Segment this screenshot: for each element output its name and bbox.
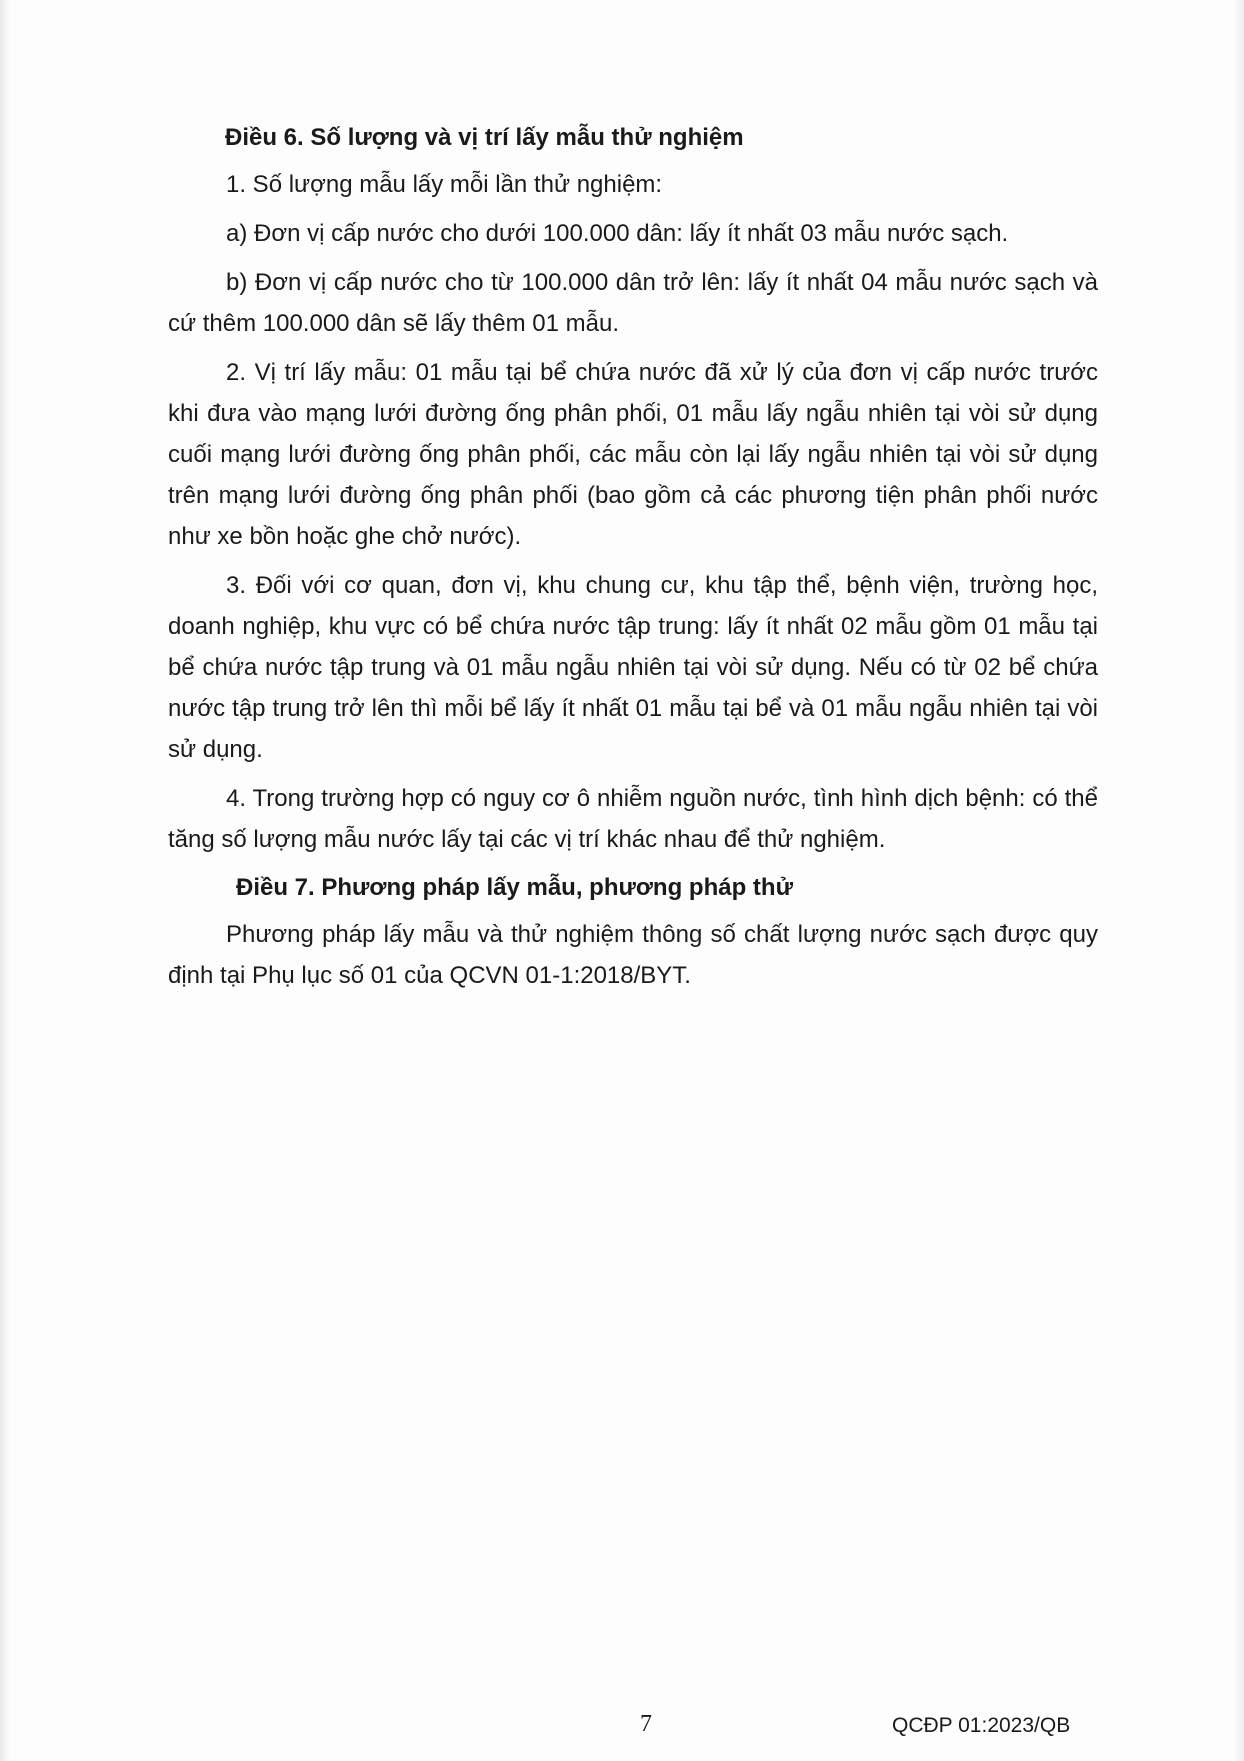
article-7-paragraph: Phương pháp lấy mẫu và thử nghiệm thông số chất lượng nước sạch được quy định tại Phụ lục số 01 của QCVN 01-1:2018/BYT. — [168, 921, 1098, 989]
article-6-item-1: 1. Số lượng mẫu lấy mỗi lần thử nghiệm: — [226, 171, 663, 198]
article-6-item-1b: b) Đơn vị cấp nước cho từ 100.000 dân trở lên: lấy ít nhất 04 mẫu nước sạch và cứ thêm 100.000 dân sẽ lấy thêm 01 mẫu. — [168, 269, 1098, 337]
scan-edge-right — [1234, 0, 1244, 1761]
article-6-item-3: 3. Đối với cơ quan, đơn vị, khu chung cư, khu tập thể, bệnh viện, trường học, doanh nghiệp, khu vực có bể chứa nước tập trung: lấy ít nhất 02 mẫu gồm 01 mẫu tại bể chứa nước tập trung và 01 mẫu ngẫu nhiên tại vòi sử dụng. Nếu có từ 02 bể chứa nước tập trung trở lên thì mỗi bể lấy ít nhất 01 mẫu tại bể và 01 mẫu ngẫu nhiên tại vòi sử dụng. — [168, 572, 1098, 763]
scan-edge-left — [0, 0, 10, 1761]
article-6-item-4: 4. Trong trường hợp có nguy cơ ô nhiễm nguồn nước, tình hình dịch bệnh: có thể tăng số lượng mẫu nước lấy tại các vị trí khác nhau để thử nghiệm. — [168, 785, 1098, 853]
page-number: 7 — [640, 1711, 652, 1737]
document-body — [168, 118, 1098, 1004]
article-6-title: Điều 6. Số lượng và vị trí lấy mẫu thử nghiệm — [225, 124, 744, 151]
article-7-title: Điều 7. Phương pháp lấy mẫu, phương pháp thử — [236, 874, 793, 901]
article-6-item-1a: a) Đơn vị cấp nước cho dưới 100.000 dân: lấy ít nhất 03 mẫu nước sạch. — [226, 220, 1009, 247]
document-code: QCĐP 01:2023/QB — [892, 1714, 1071, 1737]
article-6-item-2: 2. Vị trí lấy mẫu: 01 mẫu tại bể chứa nước đã xử lý của đơn vị cấp nước trước khi đưa vào mạng lưới đường ống phân phối, 01 mẫu lấy ngẫu nhiên tại vòi sử dụng cuối mạng lưới đường ống phân phối, các mẫu còn lại lấy ngẫu nhiên tại vòi sử dụng trên mạng lưới đường ống phân phối (bao gồm cả các phương tiện phân phối nước như xe bồn hoặc ghe chở nước). — [168, 359, 1098, 550]
